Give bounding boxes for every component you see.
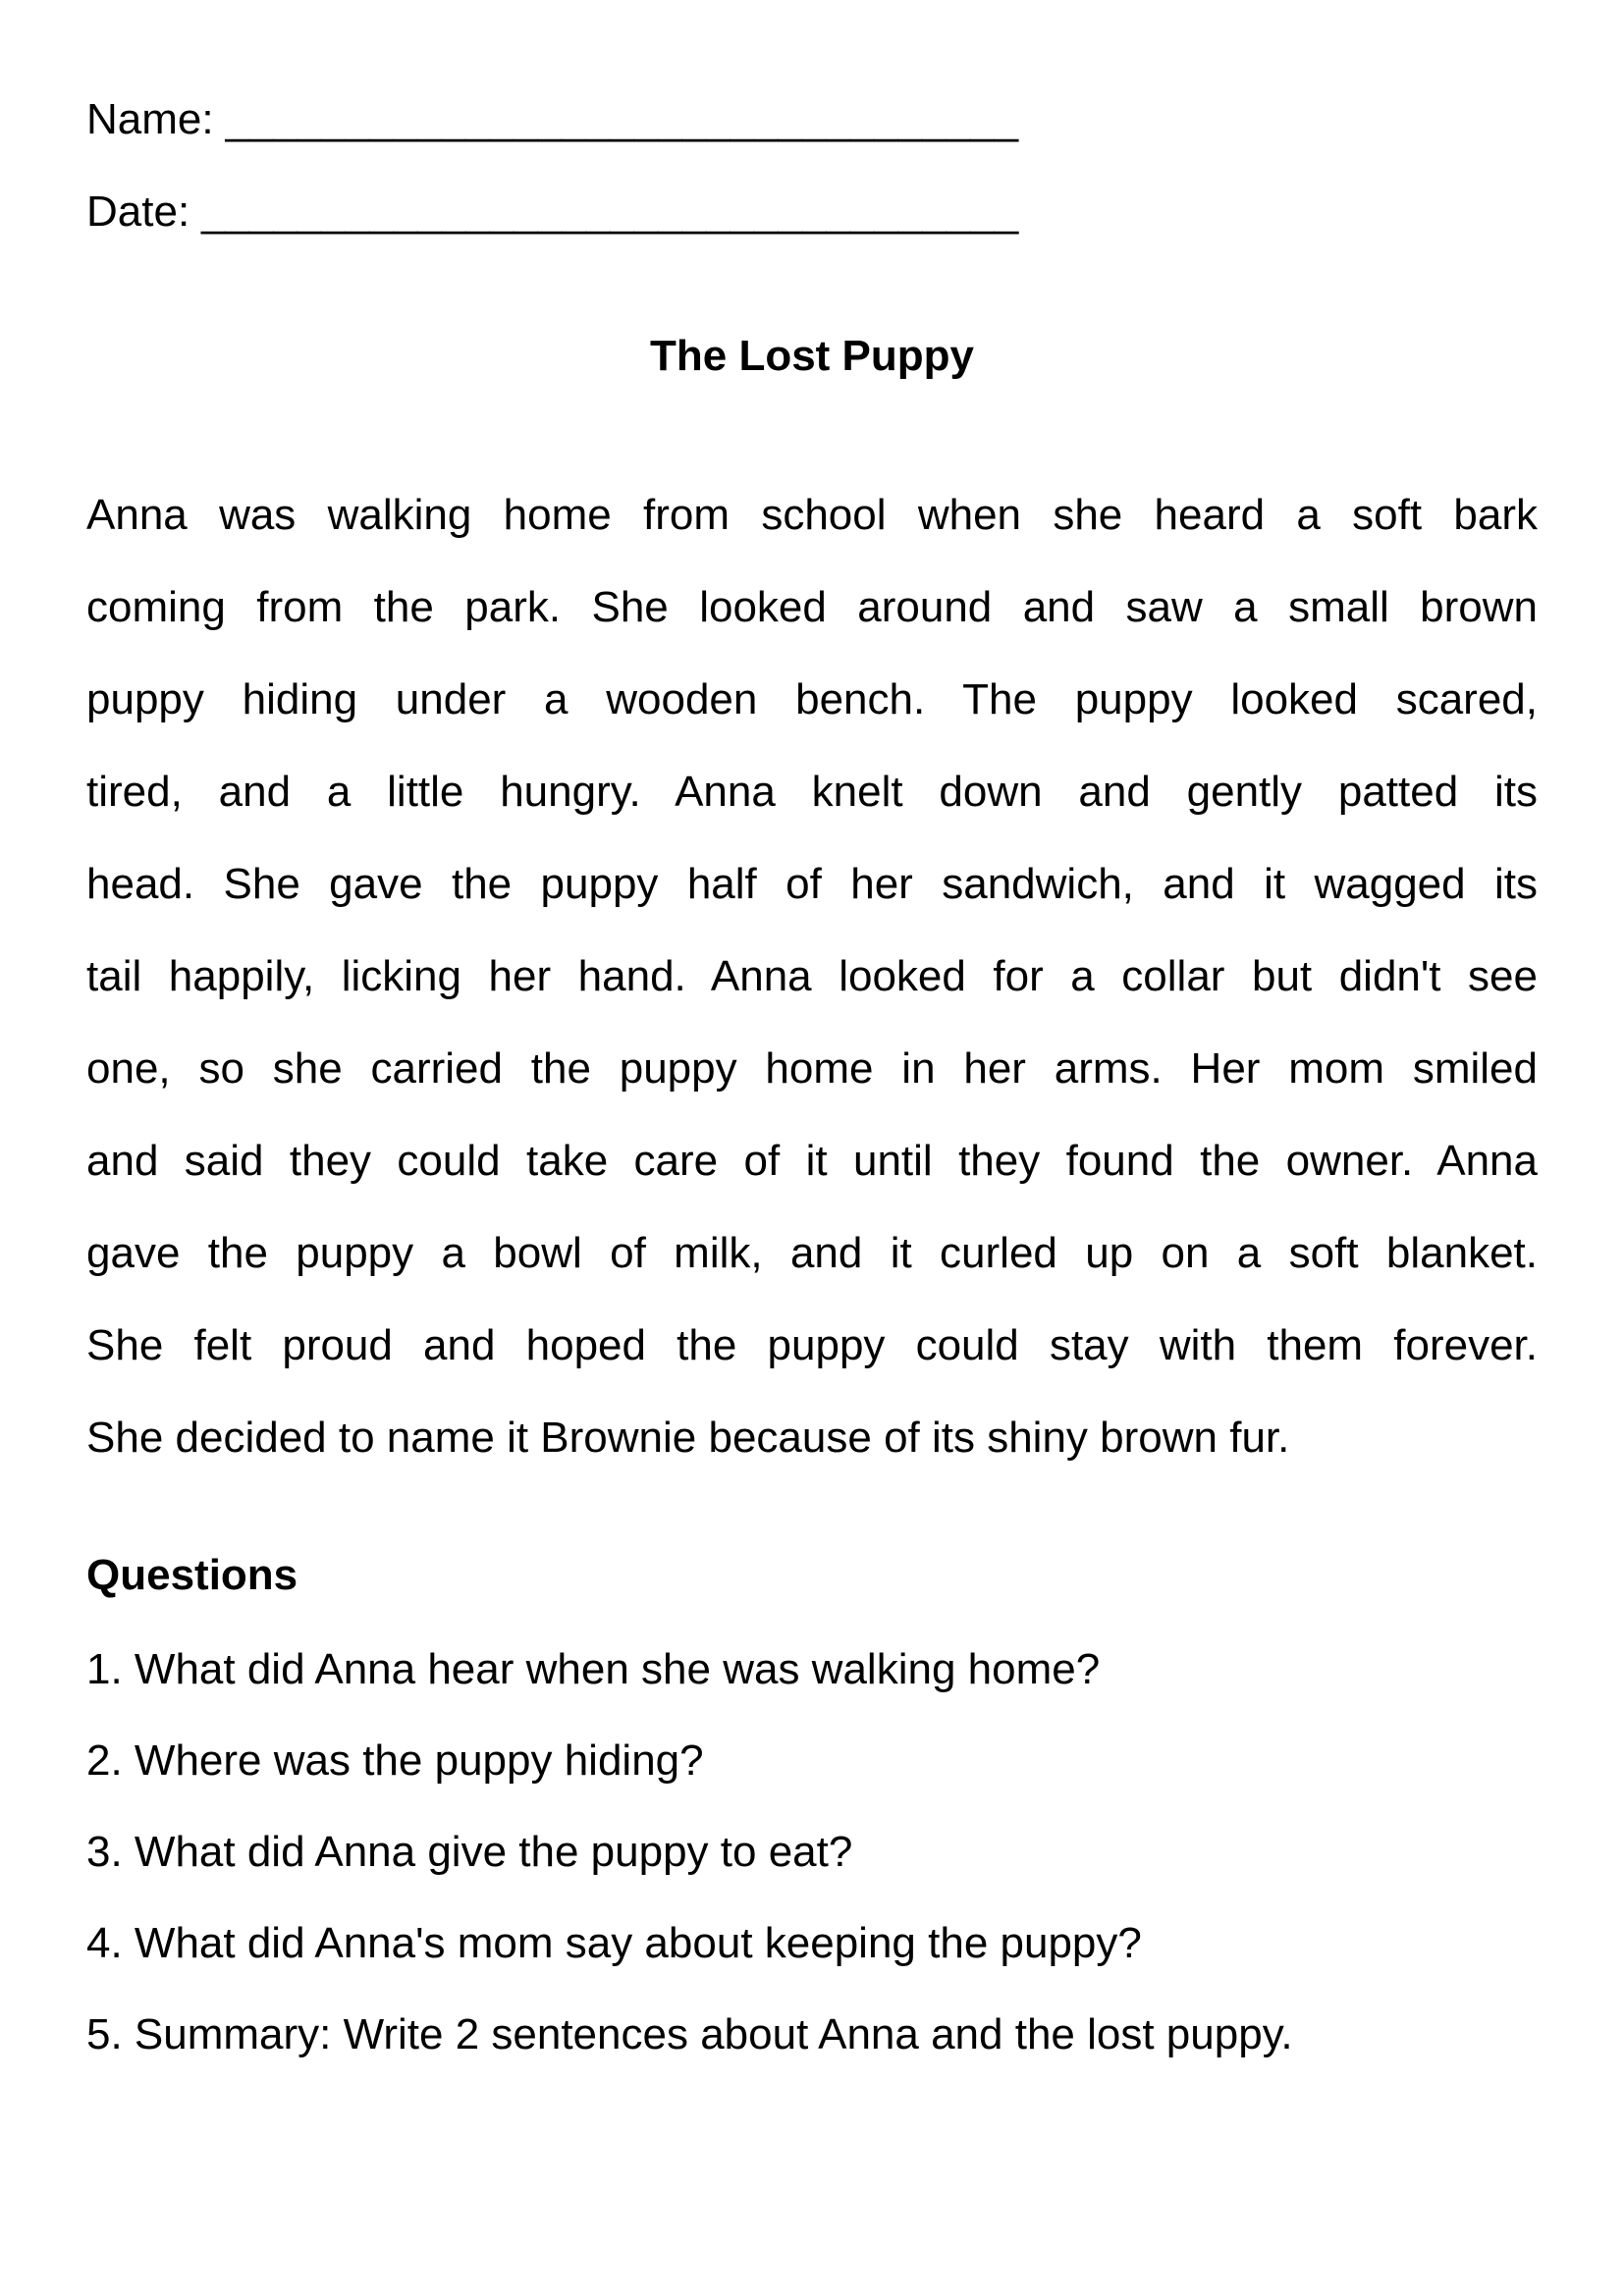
story-line: and said they could take care of it until they found the owner. Anna <box>86 1137 1538 1185</box>
worksheet-content <box>0 74 1624 2080</box>
story-line: coming from the park. She looked around and saw a small brown <box>86 583 1538 631</box>
story-line: gave the puppy a bowl of milk, and it curled up on a soft blanket. <box>86 1229 1538 1277</box>
question-item: 3. What did Anna give the puppy to eat? <box>86 1828 853 1876</box>
questions-heading: Questions <box>86 1551 298 1599</box>
question-item: 1. What did Anna hear when she was walking home? <box>86 1645 1101 1693</box>
date-label: Date: <box>86 187 190 236</box>
story-line: Anna was walking home from school when she heard a soft bark <box>86 491 1538 539</box>
name-field-row <box>86 74 1538 166</box>
question-item: 5. Summary: Write 2 sentences about Anna and the lost puppy. <box>86 2010 1293 2058</box>
story-line: head. She gave the puppy half of her sandwich, and it wagged its <box>86 860 1538 908</box>
date-blank-line: __________________________________ <box>201 187 1019 236</box>
name-label: Name: <box>86 95 214 143</box>
date-field-row <box>86 166 1538 258</box>
story-line: puppy hiding under a wooden bench. The puppy looked scared, <box>86 675 1538 723</box>
name-blank-line: _________________________________ <box>225 95 1019 143</box>
story-line: tired, and a little hungry. Anna knelt down and gently patted its <box>86 768 1538 816</box>
questions-list <box>86 1624 1538 2080</box>
story-paragraph <box>86 469 1538 1484</box>
question-item: 4. What did Anna's mom say about keeping the puppy? <box>86 1919 1142 1967</box>
story-line: She felt proud and hoped the puppy could stay with them forever. <box>86 1321 1538 1369</box>
story-line: tail happily, licking her hand. Anna looked for a collar but didn't see <box>86 952 1538 1000</box>
story-line: one, so she carried the puppy home in her arms. Her mom smiled <box>86 1044 1538 1093</box>
story-title: The Lost Puppy <box>650 332 974 380</box>
story-line: She decided to name it Brownie because of its shiny brown fur. <box>86 1414 1290 1462</box>
question-item: 2. Where was the puppy hiding? <box>86 1736 704 1785</box>
